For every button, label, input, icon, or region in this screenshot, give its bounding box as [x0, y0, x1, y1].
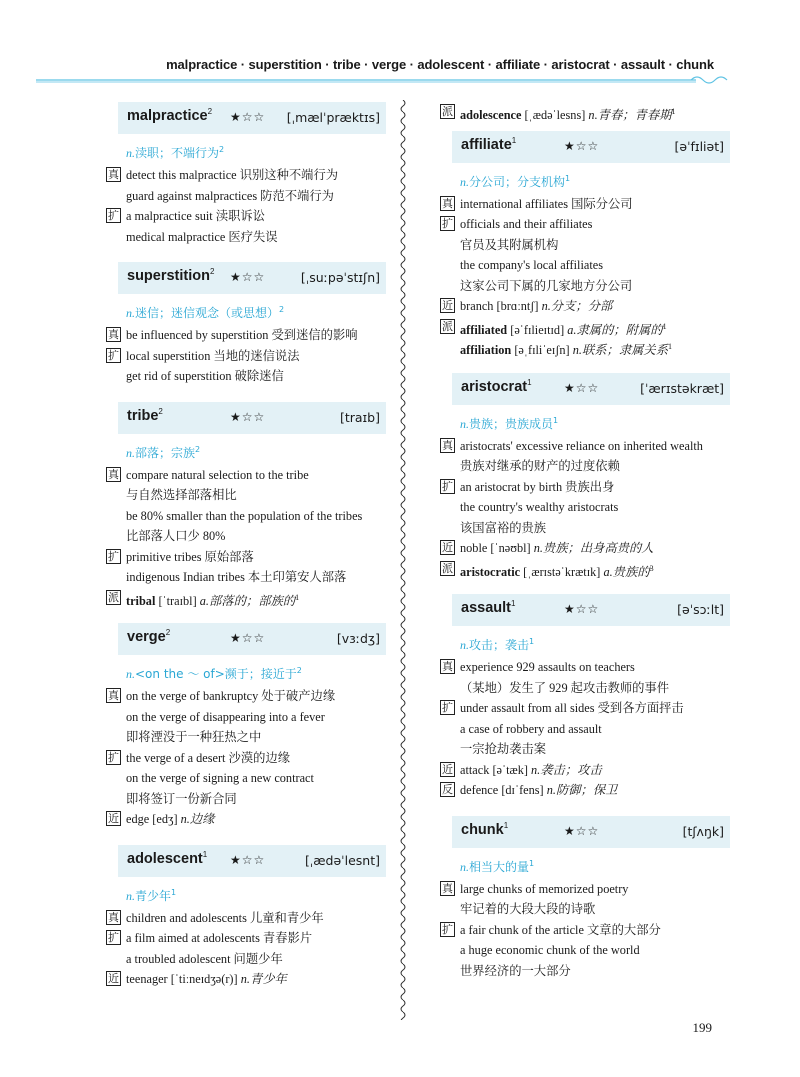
derivative-line: 派 adolescence [ˌædəˈlesns] n.青春；青春期$^1$ — [442, 105, 676, 123]
extension-icon: 扩 — [442, 217, 453, 230]
header-title: malpractice · superstition · tribe · verge · adolescent · affiliate · aristocrat · assault · chunk — [166, 57, 714, 72]
synonym-line: 近 branch [brɑːntʃ] n.分支；分部 — [442, 299, 613, 313]
phonetic: [ˈærɪstəkræt] — [640, 380, 724, 396]
entry-header-assault — [452, 594, 730, 626]
frequency-stars: ★☆☆ — [564, 823, 600, 838]
headword: chunk$^1$ — [461, 820, 509, 838]
example-line: a case of robbery and assault — [460, 721, 602, 736]
derivative-line: 派 aristocratic [ˌærɪstəˈkrætɪk] a.贵族的$^3$ — [442, 561, 654, 579]
sense-line: n.<on the ～ of>濒于；接近于$^2$ — [126, 666, 302, 681]
example-line: be 80% smaller than the population of the tribes — [126, 508, 363, 523]
entry-header-adolescent — [118, 845, 386, 877]
derivative-icon: 派 — [108, 590, 119, 604]
headword: adolescent$^1$ — [127, 849, 208, 867]
entry-header-verge — [118, 623, 386, 655]
synonym-icon: 近 — [442, 762, 453, 776]
example-line: 牢记着的大段大段的诗歌 — [460, 902, 596, 916]
sense-line: n.渎职；不端行为$^2$ — [126, 145, 225, 160]
example-line: the company's local affiliates — [460, 258, 604, 272]
example-line: （某地）发生了 929 起攻击教师的事件 — [460, 680, 670, 695]
real-exam-icon: 真 — [108, 328, 119, 341]
example-line: 扩 a film aimed at adolescents 青春影片 — [108, 931, 313, 945]
frequency-stars: ★☆☆ — [564, 602, 600, 616]
derivative-icon: 派 — [442, 319, 453, 333]
derivative-icon: 派 — [442, 105, 453, 118]
example-line: 扩 local superstition 当地的迷信说法 — [108, 348, 300, 363]
sense-line: n.部落；宗族$^2$ — [126, 444, 201, 460]
real-exam-icon: 真 — [108, 910, 119, 924]
real-exam-icon: 真 — [108, 467, 119, 481]
entry-header-chunk — [452, 816, 730, 848]
real-exam-icon: 真 — [442, 881, 453, 895]
extension-icon: 扩 — [442, 922, 453, 936]
right-column — [440, 102, 730, 981]
example-line: 扩 the verge of a desert 沙漠的边缘 — [108, 750, 291, 765]
headword: superstition$^2$ — [127, 267, 215, 284]
phonetic: [vɜːdʒ] — [336, 631, 380, 646]
example-line: 真 large chunks of memorized poetry — [442, 881, 629, 896]
example-line: on the verge of disappearing into a fever — [126, 709, 325, 724]
headword: assault$^1$ — [461, 599, 516, 616]
example-line: the country's wealthy aristocrats — [460, 500, 619, 514]
frequency-stars: ★☆☆ — [230, 631, 266, 645]
extension-icon: 扩 — [442, 479, 453, 493]
real-exam-icon: 真 — [442, 196, 453, 210]
synonym-line: 近 teenager [ˈtiːneɪdʒə(r)] n.青少年 — [108, 972, 287, 986]
synonym-icon: 近 — [108, 972, 119, 985]
headword: aristocrat$^1$ — [461, 377, 532, 395]
derivative-line: 派 tribal [ˈtraɪbl] a.部落的；部族的$^1$ — [108, 590, 300, 608]
example-line: 贵族对继承的财产的过度依赖 — [460, 459, 620, 473]
headword: affiliate$^1$ — [461, 135, 517, 153]
entry-header-aristocrat — [452, 373, 730, 405]
real-exam-icon: 真 — [108, 168, 119, 181]
example-line: 即将湮没于一种狂热之中 — [126, 730, 262, 744]
phonetic: [ˌmælˈpræktɪs] — [286, 110, 380, 125]
example-line: guard against malpractices 防范不端行为 — [126, 188, 334, 203]
example-line: 即将签订一份新合同 — [126, 791, 237, 806]
antonym-line: 反 defence [dɪˈfens] n.防御；保卫 — [442, 783, 618, 797]
example-line: 扩 a fair chunk of the article 文章的大部分 — [442, 922, 661, 937]
example-line: 真 be influenced by superstition 受到迷信的影响 — [108, 328, 358, 342]
derivative-icon: 派 — [442, 561, 453, 575]
left-column — [106, 102, 386, 990]
frequency-stars: ★☆☆ — [564, 380, 600, 395]
extension-icon: 扩 — [108, 931, 119, 944]
example-line: medical malpractice 医疗失误 — [126, 229, 278, 244]
phonetic: [tʃʌŋk] — [682, 823, 724, 839]
page-header — [0, 0, 800, 86]
derivative-line: 派 affiliated [əˈfɪlieɪtɪd] a.隶属的；附属的$^1$ — [442, 319, 667, 337]
frequency-stars: ★☆☆ — [230, 110, 266, 124]
example-line: 该国富裕的贵族 — [460, 520, 547, 535]
example-line: 扩 primitive tribes 原始部落 — [108, 549, 254, 564]
example-line: 世界经济的一大部分 — [460, 963, 571, 978]
example-line: 扩 an aristocrat by birth 贵族出身 — [442, 479, 615, 494]
phonetic: [əˈsɔːlt] — [677, 602, 724, 617]
headword: verge$^2$ — [127, 628, 171, 645]
entry-header-superstition — [118, 262, 386, 294]
example-line: 真 on the verge of bankruptcy 处于破产边缘 — [108, 689, 336, 703]
headword: malpractice$^2$ — [127, 107, 213, 124]
antonym-icon: 反 — [442, 783, 453, 796]
synonym-line: 近 edge [edʒ] n.边缘 — [108, 812, 215, 826]
phonetic: [əˈfɪliət] — [674, 138, 724, 154]
example-line: get rid of superstition 破除迷信 — [126, 369, 284, 383]
example-line: indigenous Indian tribes 本土印第安人部落 — [126, 570, 347, 584]
example-line: 与自然选择部落相比 — [126, 488, 237, 502]
real-exam-icon: 真 — [108, 689, 119, 702]
example-line: 比部落人口少 80% — [126, 529, 226, 543]
synonym-icon: 近 — [442, 299, 453, 312]
frequency-stars: ★☆☆ — [230, 852, 266, 867]
example-line: 真 detect this malpractice 识别这种不端行为 — [108, 168, 339, 182]
sense-line: n.贵族；贵族成员$^1$ — [460, 415, 559, 431]
extension-icon: 扩 — [108, 750, 119, 764]
example-line: 这家公司下属的几家地方分公司 — [460, 278, 633, 293]
example-line: 真 children and adolescents 儿童和青少年 — [108, 910, 324, 925]
real-exam-icon: 真 — [442, 438, 453, 452]
derivative-line: affiliation [əˌfɪliˈeɪʃn] n.联系；隶属关系$^1$ — [460, 342, 673, 358]
example-line: 扩 under assault from all sides 受到各方面抨击 — [442, 701, 684, 715]
column-divider — [398, 100, 408, 1020]
phonetic: [ˌsuːpəˈstɪʃn] — [300, 270, 380, 285]
header-wave-rule — [36, 76, 728, 84]
sense-line: n.迷信；迷信观念（或思想）$^2$ — [126, 305, 285, 320]
sense-line: n.青少年$^1$ — [126, 887, 177, 903]
phonetic: [traɪb] — [339, 409, 380, 425]
frequency-stars: ★☆☆ — [230, 409, 266, 424]
example-line: 扩 a malpractice suit 渎职诉讼 — [108, 209, 265, 223]
example-line: 官员及其附属机构 — [460, 237, 559, 252]
sense-line: n.相当大的量$^1$ — [460, 858, 535, 874]
example-line: 扩 officials and their affiliates — [442, 217, 593, 231]
frequency-stars: ★☆☆ — [230, 270, 266, 284]
entry-header-malpractice — [118, 102, 386, 134]
sense-line: n.攻击；袭击$^1$ — [460, 637, 535, 652]
synonym-icon: 近 — [442, 541, 453, 554]
extension-icon: 扩 — [442, 701, 453, 714]
page-number: 199 — [692, 1020, 712, 1035]
example-line: a huge economic chunk of the world — [460, 943, 640, 957]
entry-header-affiliate — [452, 131, 730, 163]
headword: tribe$^2$ — [127, 406, 163, 424]
example-line: 真 experience 929 assaults on teachers — [442, 660, 635, 674]
example-line: on the verge of signing a new contract — [126, 771, 314, 785]
example-line: 一宗抢劫袭击案 — [460, 742, 547, 756]
synonym-line: 近 noble [ˈnəʊbl] n.贵族；出身高贵的人 — [442, 541, 654, 555]
synonym-icon: 近 — [108, 812, 119, 825]
example-line: 真 international affiliates 国际分公司 — [442, 196, 633, 211]
frequency-stars: ★☆☆ — [564, 138, 600, 153]
example-line: a troubled adolescent 问题少年 — [126, 951, 283, 966]
example-line: 真 compare natural selection to the tribe — [108, 467, 309, 482]
real-exam-icon: 真 — [442, 660, 453, 673]
example-line: 真 aristocrats' excessive reliance on inherited wealth — [442, 438, 703, 453]
entry-header-tribe — [118, 402, 386, 434]
sense-line: n.分公司；分支机构$^1$ — [460, 173, 571, 189]
extension-icon: 扩 — [108, 209, 119, 222]
extension-icon: 扩 — [108, 348, 119, 362]
synonym-line: 近 attack [əˈtæk] n.袭击；攻击 — [442, 762, 602, 777]
phonetic: [ˌædəˈlesnt] — [304, 852, 380, 868]
extension-icon: 扩 — [108, 549, 119, 563]
